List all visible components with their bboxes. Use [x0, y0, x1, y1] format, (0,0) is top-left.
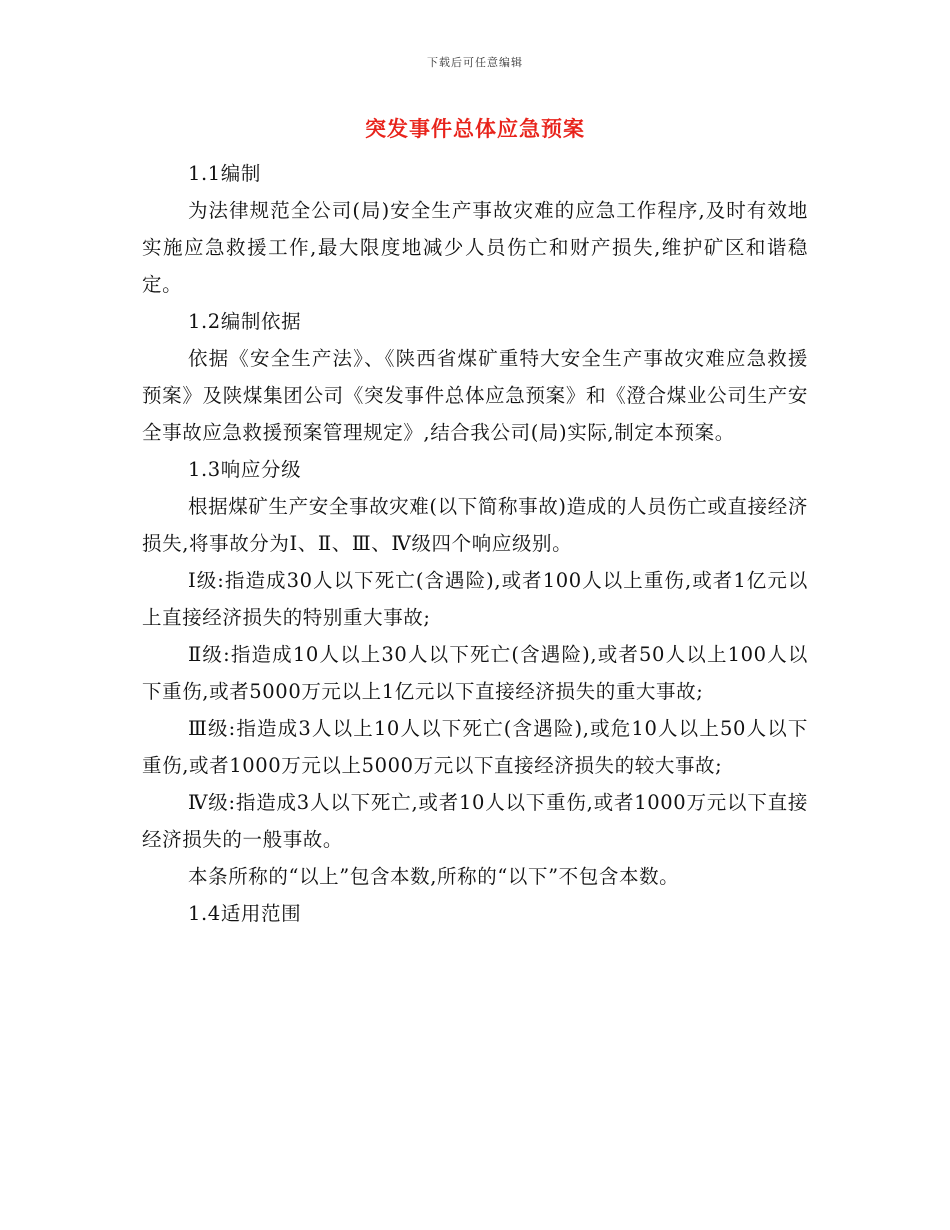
paragraph-level-4: Ⅳ级:指造成3人以下死亡,或者10人以下重伤,或者1000万元以下直接经济损失的一般事故。	[142, 791, 808, 851]
paragraph-level-2: Ⅱ级:指造成10人以上30人以下死亡(含遇险),或者50人以上100人以下重伤,或者5000万元以上1亿元以下直接经济损失的重大事故;	[142, 643, 808, 703]
paragraph-level-1: Ⅰ级:指造成30人以下死亡(含遇险),或者100人以上重伤,或者1亿元以上直接经济损失的特别重大事故;	[142, 569, 808, 629]
paragraph-level-3: Ⅲ级:指造成3人以上10人以下死亡(含遇险),或危10人以上50人以下重伤,或者1000万元以上5000万元以下直接经济损失的较大事故;	[142, 717, 808, 777]
paragraph-definition: 本条所称的“以上”包含本数,所称的“以下”不包含本数。	[188, 865, 680, 888]
paragraph-basis: 依据《安全生产法》、《陕西省煤矿重特大安全生产事故灾难应急救援预案》及陕煤集团公司《突发事件总体应急预案》和《澄合煤业公司生产安全事故应急救援预案管理规定》,结合我公司(局)实际,制定本预案。	[142, 347, 808, 444]
document-title: 突发事件总体应急预案	[365, 116, 585, 141]
section-heading-1-3: 1.3响应分级	[188, 458, 302, 481]
paragraph-levels-intro: 根据煤矿生产安全事故灾难(以下简称事故)造成的人员伤亡或直接经济损失,将事故分为Ⅰ、Ⅱ、Ⅲ、Ⅳ级四个响应级别。	[142, 495, 808, 555]
paragraph-purpose: 为法律规范全公司(局)安全生产事故灾难的应急工作程序,及时有效地实施应急救援工作,最大限度地减少人员伤亡和财产损失,维护矿区和谐稳定。	[142, 199, 808, 296]
section-heading-1-1: 1.1编制	[188, 162, 262, 185]
document-body	[142, 155, 808, 932]
section-heading-1-4: 1.4适用范围	[188, 902, 302, 925]
section-heading-1-2: 1.2编制依据	[188, 310, 302, 333]
header-note: 下载后可任意编辑	[427, 56, 523, 69]
